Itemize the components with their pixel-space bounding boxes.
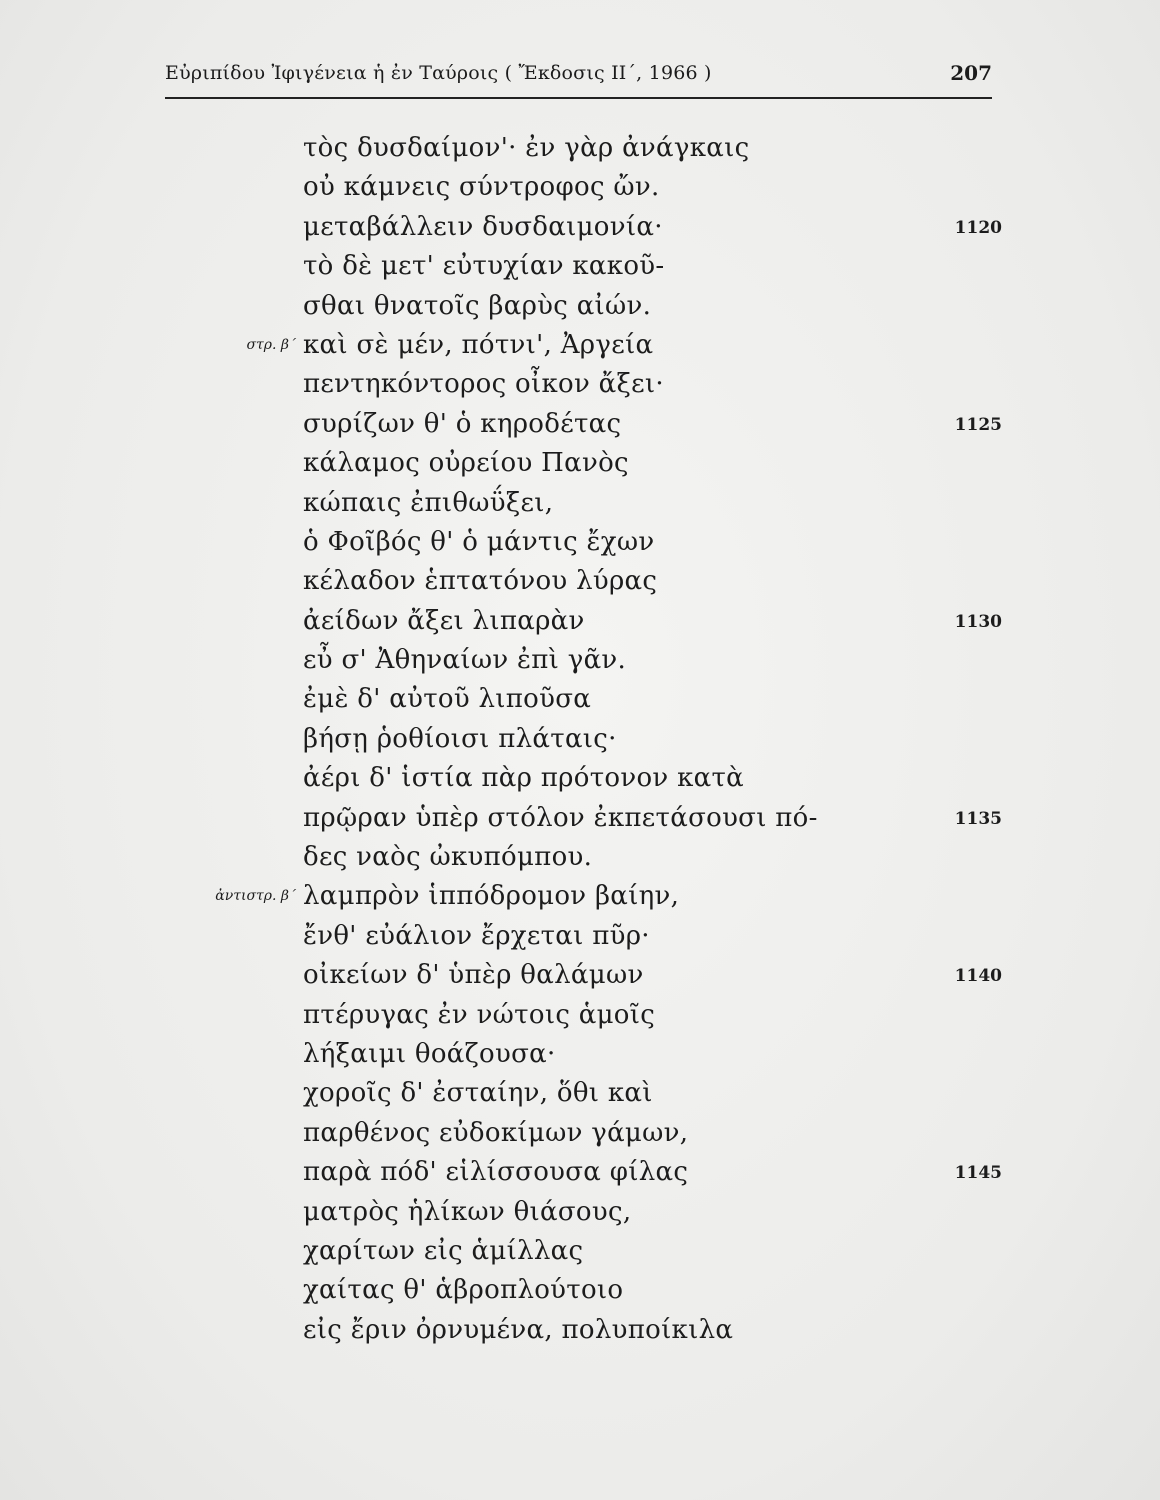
verse-text: κώπαις ἐπιθωΰξει, bbox=[303, 487, 554, 518]
verse-line bbox=[0, 330, 1160, 369]
verse-line bbox=[0, 369, 1160, 408]
verse-text: κάλαμος οὐρείου Πανὸς bbox=[303, 448, 629, 479]
verse-text: λήξαιμι θοάζουσα· bbox=[303, 1038, 556, 1069]
verse-text: οὐ κάμνεις σύντροφος ὤν. bbox=[303, 172, 660, 203]
verse-line bbox=[0, 881, 1160, 920]
page-number: 207 bbox=[950, 61, 992, 85]
verse-text: ἔνθ' εὐάλιον ἔρχεται πῦρ· bbox=[303, 920, 650, 951]
verse-line bbox=[0, 409, 1160, 448]
verse-text: πεντηκόντορος οἶκον ἄξει· bbox=[303, 369, 664, 400]
verse-line bbox=[0, 1197, 1160, 1236]
verse-line bbox=[0, 606, 1160, 645]
verse-block bbox=[0, 133, 1160, 1354]
verse-text: ματρὸς ἡλίκων θιάσους, bbox=[303, 1196, 632, 1227]
verse-line bbox=[0, 842, 1160, 881]
verse-line bbox=[0, 448, 1160, 487]
verse-line bbox=[0, 133, 1160, 172]
verse-line bbox=[0, 172, 1160, 211]
verse-text: καὶ σὲ μέν, πότνι', Ἀργεία bbox=[303, 329, 654, 360]
verse-text: ἀέρι δ' ἱστία πὰρ πρότονον κατὰ bbox=[303, 763, 745, 794]
verse-line bbox=[0, 1236, 1160, 1275]
strophe-marker: ἀντιστρ. β΄ bbox=[215, 888, 296, 905]
verse-text: σθαι θνατοῖς βαρὺς αἰών. bbox=[303, 290, 652, 321]
verse-line bbox=[0, 1118, 1160, 1157]
verse-text: ἀείδων ἄξει λιπαρὰν bbox=[303, 605, 585, 636]
verse-text: τὸ δὲ μετ' εὐτυχίαν κακοῦ- bbox=[303, 251, 665, 282]
line-number: 1135 bbox=[954, 808, 1002, 829]
verse-text: δες ναὸς ὠκυπόμπου. bbox=[303, 842, 593, 873]
verse-line bbox=[0, 1275, 1160, 1314]
verse-text: βήσῃ ῥοθίοισι πλάταις· bbox=[303, 723, 617, 754]
running-header bbox=[165, 62, 992, 92]
strophe-marker: στρ. β΄ bbox=[246, 336, 296, 353]
line-number: 1140 bbox=[954, 966, 1002, 987]
verse-line bbox=[0, 1039, 1160, 1078]
line-number: 1145 bbox=[954, 1163, 1002, 1184]
verse-line bbox=[0, 724, 1160, 763]
running-title: Εὐριπίδου Ἰφιγένεια ἡ ἐν Ταύροις ( Ἔκδοσις ΙΙ΄, 1966 ) bbox=[165, 62, 712, 84]
verse-line bbox=[0, 1315, 1160, 1354]
verse-line bbox=[0, 1157, 1160, 1196]
verse-text: ἐμὲ δ' αὐτοῦ λιποῦσα bbox=[303, 684, 592, 715]
verse-line bbox=[0, 488, 1160, 527]
verse-line bbox=[0, 763, 1160, 802]
verse-line bbox=[0, 684, 1160, 723]
verse-text: παρθένος εὐδοκίμων γάμων, bbox=[303, 1117, 689, 1148]
verse-line bbox=[0, 645, 1160, 684]
header-rule bbox=[165, 97, 992, 99]
verse-text: εἰς ἔριν ὀρνυμένα, πολυποίκιλα bbox=[303, 1314, 734, 1345]
verse-text: μεταβάλλειν δυσδαιμονία· bbox=[303, 211, 663, 242]
verse-line bbox=[0, 803, 1160, 842]
line-number: 1125 bbox=[954, 414, 1002, 435]
verse-line bbox=[0, 212, 1160, 251]
verse-text: οἰκείων δ' ὑπὲρ θαλάμων bbox=[303, 960, 644, 991]
verse-text: εὖ σ' Ἀθηναίων ἐπὶ γᾶν. bbox=[303, 645, 627, 676]
verse-text: χαρίτων εἰς ἁμίλλας bbox=[303, 1235, 584, 1266]
verse-line bbox=[0, 291, 1160, 330]
line-number: 1120 bbox=[954, 217, 1002, 238]
verse-line bbox=[0, 527, 1160, 566]
line-number: 1130 bbox=[954, 611, 1002, 632]
verse-line bbox=[0, 566, 1160, 605]
verse-text: λαμπρὸν ἱππόδρομον βαίην, bbox=[303, 881, 680, 912]
verse-text: συρίζων θ' ὁ κηροδέτας bbox=[303, 408, 622, 439]
verse-text: κέλαδον ἑπτατόνου λύρας bbox=[303, 566, 658, 597]
verse-text: παρὰ πόδ' εἱλίσσουσα φίλας bbox=[303, 1157, 689, 1188]
verse-text: χοροῖς δ' ἐσταίην, ὅθι καὶ bbox=[303, 1078, 653, 1109]
verse-line bbox=[0, 960, 1160, 999]
verse-text: τὸς δυσδαίμον'· ἐν γὰρ ἀνάγκαις bbox=[303, 133, 750, 163]
verse-text: πτέρυγας ἐν νώτοις ἁμοῖς bbox=[303, 999, 656, 1030]
verse-line bbox=[0, 1078, 1160, 1117]
verse-line bbox=[0, 251, 1160, 290]
verse-text: χαίτας θ' ἁβροπλούτοιο bbox=[303, 1275, 624, 1306]
verse-text: πρῷραν ὑπὲρ στόλον ἐκπετάσουσι πό- bbox=[303, 802, 818, 833]
verse-line bbox=[0, 921, 1160, 960]
verse-text: ὁ Φοῖβός θ' ὁ μάντις ἔχων bbox=[303, 526, 655, 557]
verse-line bbox=[0, 1000, 1160, 1039]
